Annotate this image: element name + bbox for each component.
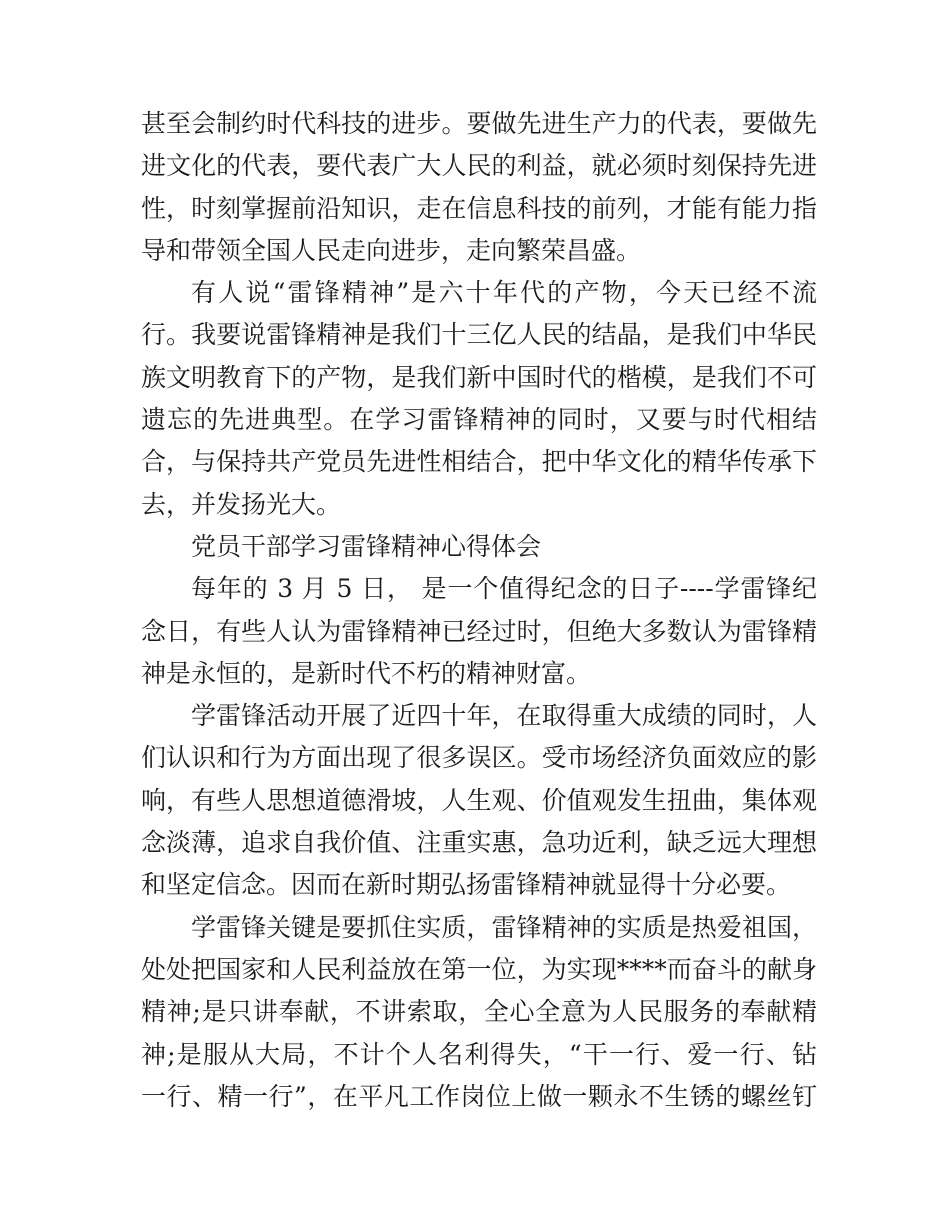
text-line: 有人说“雷锋精神”是六十年代的产物，今天已经不流 xyxy=(191,278,817,308)
text-line: 神是永恒的，是新时代不朽的精神财富。 xyxy=(141,658,592,688)
text-line: 响，有些人思想道德滑坡，人生观、价值观发生扭曲，集体观 xyxy=(141,785,817,815)
text-line: 族文明教育下的产物，是我们新中国时代的楷模，是我们不可 xyxy=(141,362,817,392)
text-line: 们认识和行为方面出现了很多误区。受市场经济负面效应的影 xyxy=(141,743,817,773)
text-line: 导和带领全国人民走向进步，走向繁荣昌盛。 xyxy=(141,235,642,265)
text-line: 念日，有些人认为雷锋精神已经过时，但绝大多数认为雷锋精 xyxy=(141,616,817,646)
text-line: 念淡薄，追求自我价值、注重实惠，急功近利，缺乏远大理想 xyxy=(141,828,817,858)
text-line: 学雷锋关键是要抓住实质，雷锋精神的实质是热爱祖国， xyxy=(191,912,817,942)
text-line: 合，与保持共产党员先进性相结合，把中华文化的精华传承下 xyxy=(141,447,817,477)
text-line: 处处把国家和人民利益放在第一位，为实现****而奋斗的献身 xyxy=(141,954,817,984)
text-line: 神;是服从大局，不计个人名利得失，“干一行、爱一行、钻 xyxy=(141,1039,817,1069)
text-line: 性，时刻掌握前沿知识，走在信息科技的前列，才能有能力指 xyxy=(141,193,817,223)
text-line: 甚至会制约时代科技的进步。要做先进生产力的代表，要做先 xyxy=(141,109,817,138)
text-line: 精神;是只讲奉献，不讲索取，全心全意为人民服务的奉献精 xyxy=(141,997,817,1027)
text-line: 党员干部学习雷锋精神心得体会 xyxy=(191,531,542,561)
text-line: 行。我要说雷锋精神是我们十三亿人民的结晶，是我们中华民 xyxy=(141,320,817,350)
text-line: 进文化的代表，要代表广大人民的利益，就必须时刻保持先进 xyxy=(141,151,817,181)
text-line: 遗忘的先进典型。在学习雷锋精神的同时，又要与时代相结 xyxy=(141,405,817,435)
text-line: 和坚定信念。因而在新时期弘扬雷锋精神就显得十分必要。 xyxy=(141,870,792,900)
text-line: 学雷锋活动开展了近四十年，在取得重大成绩的同时，人 xyxy=(191,701,817,731)
text-line: 一行、精一行”，在平凡工作岗位上做一颗永不生锈的螺丝钉 xyxy=(141,1081,817,1111)
document-body xyxy=(141,103,817,1118)
text-line: 每年的 3 月 5 日， 是一个值得纪念的日子----学雷锋纪 xyxy=(191,574,817,604)
text-line: 去，并发扬光大。 xyxy=(141,489,342,519)
